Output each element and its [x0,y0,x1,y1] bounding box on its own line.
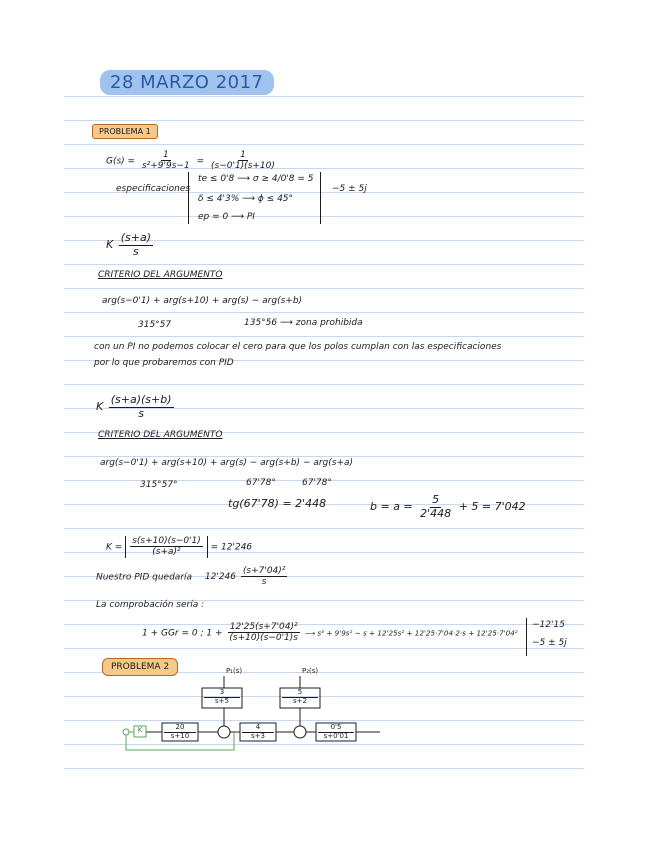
controller-pid-den: s [138,406,144,420]
check-right: ⟶ s³ + 9'9s² − s + 12'25s² + 12'25·7'04·2·s + 12'25·7'04² [304,628,518,638]
block-5-over-s2 [282,689,318,705]
block-diagram [110,668,390,758]
controller-pi-den: s [132,244,139,258]
pid-fraction [241,566,288,588]
problem-1-label: PROBLEMA 1 [92,124,158,139]
pid-gain: 12'246 [204,572,237,583]
ruled-line [64,264,584,265]
note-line-1: con un PI no podemos colocar el cero para que los polos cumplan con las especificaciones [94,342,502,352]
disturbance-p2: P₂(s) [302,667,319,675]
criterion-heading-2: CRITERIO DEL ARGUMENTO [98,430,223,440]
argument-under-2: 135°56 ⟶ zona prohibida [244,318,363,328]
tf-num: 1 [162,150,169,160]
check-fraction [227,622,300,644]
root-1: −12'15 [532,620,565,630]
block-4-den: s+3 [251,731,265,740]
block-4-num: 4 [242,724,274,733]
check-equation [142,622,518,644]
ruled-line [64,144,584,145]
argument-equation-1: arg(s−0'1) + arg(s+10) + arg(s) − arg(s+b) [102,296,303,306]
zero-left: b = a = [370,500,413,514]
controller-pid-num: (s+a)(s+b) [110,393,172,406]
specs-brace-right [320,172,327,224]
spec-result: −5 ± 5j [332,184,367,194]
ruled-line [64,96,584,97]
specs-label: especificaciones [116,184,191,194]
transfer-function [106,150,279,172]
block-diagram-lines [110,668,390,758]
block-05-den: s+0'01 [323,731,349,740]
block-4-over-s3 [242,724,274,740]
block-3-num: 3 [204,689,240,698]
controller-pid-k: K [96,400,104,414]
tf-fraction [140,150,192,172]
controller-pi-k: K [106,238,114,252]
criterion-heading-1: CRITERIO DEL ARGUMENTO [98,270,223,280]
spec-3: ep = 0 ⟶ PI [198,212,255,222]
gain-abs [125,536,208,558]
ruled-line [64,456,584,457]
tf-den: s²+9'9s−1 [141,161,190,172]
gain-num: s(s+10)(s−0'1) [132,536,201,546]
gain-left: K = [106,542,123,553]
zero-num: 5 [432,493,440,506]
spec-2: δ ≤ 4'3% ⟶ ϕ ≤ 45° [198,194,294,204]
ruled-line [64,648,584,649]
argument2-under-1: 315°57° [140,480,178,490]
block-05-num: 0'5 [318,724,354,733]
controller-pid-fraction [109,394,174,420]
tf-eq: = [196,156,205,167]
argument2-under-2: 67'78° [246,478,276,488]
ruled-line [64,384,584,385]
check-num: 12'25(s+7'04)² [229,622,298,632]
gain-right: = 12'246 [210,542,253,553]
controller-pi-num: (s+a) [120,231,151,244]
ruled-line [64,768,584,769]
block-20-den: s+10 [170,731,190,740]
roots-brace [526,618,531,656]
check-label: La comprobación sería : [96,600,205,610]
check-left: 1 + GGr = 0 ; 1 + [142,628,223,639]
tf2-den: (s−0'1)(s+10) [211,161,275,172]
tf2-fraction [209,150,277,172]
page-title: 28 MARZO 2017 [100,70,274,95]
block-20-over-s10 [164,724,196,740]
ruled-line [64,120,584,121]
pid-num: (s+7'04)² [242,566,286,576]
ruled-line [64,528,584,529]
check-den: (s+10)(s−0'1)s [229,633,298,644]
ruled-line [64,288,584,289]
disturbance-p1: P₁(s) [226,667,243,675]
argument2-under-3: 67'78° [302,478,332,488]
pid-label: Nuestro PID quedaría [96,572,193,583]
tf-left: G(s) = [106,156,136,167]
block-3-den: s+5 [215,696,229,705]
gain-fraction [130,536,203,558]
argument-under-1: 315°57 [138,320,172,330]
block-20-num: 20 [164,724,196,733]
tangent-equation: tg(67'78) = 2'448 [228,497,327,510]
argument-equation-2: arg(s−0'1) + arg(s+10) + arg(s) − arg(s+b) − arg(s+a) [100,458,354,468]
gain-den: (s+a)² [152,547,181,558]
zero-fraction [418,494,453,520]
block-3-over-s5 [204,689,240,705]
problem-2-label: PROBLEMA 2 [102,658,178,676]
zero-den: 2'448 [420,506,452,520]
note-line-2: por lo que probaremos con PID [94,358,234,368]
spec-1: te ≤ 0'8 ⟶ σ ≥ 4/0'8 = 5 [198,174,314,184]
ruled-line [64,336,584,337]
block-5-den: s+2 [293,696,307,705]
pid-result [96,566,289,588]
pid-den: s [261,577,267,588]
controller-pi [106,232,155,258]
controller-pi-fraction [119,232,153,258]
block-05-over-s001 [318,724,354,740]
root-2: −5 ± 5j [532,638,567,648]
gain-calculation [106,536,252,558]
zero-calculation [370,494,526,520]
controller-pid [96,394,176,420]
controller-k-block: K [137,726,143,734]
tf2-num: 1 [240,150,246,160]
ruled-line [64,312,584,313]
specs-brace-left [188,172,195,224]
zero-right: + 5 = 7'042 [458,500,526,514]
block-5-num: 5 [282,689,318,698]
